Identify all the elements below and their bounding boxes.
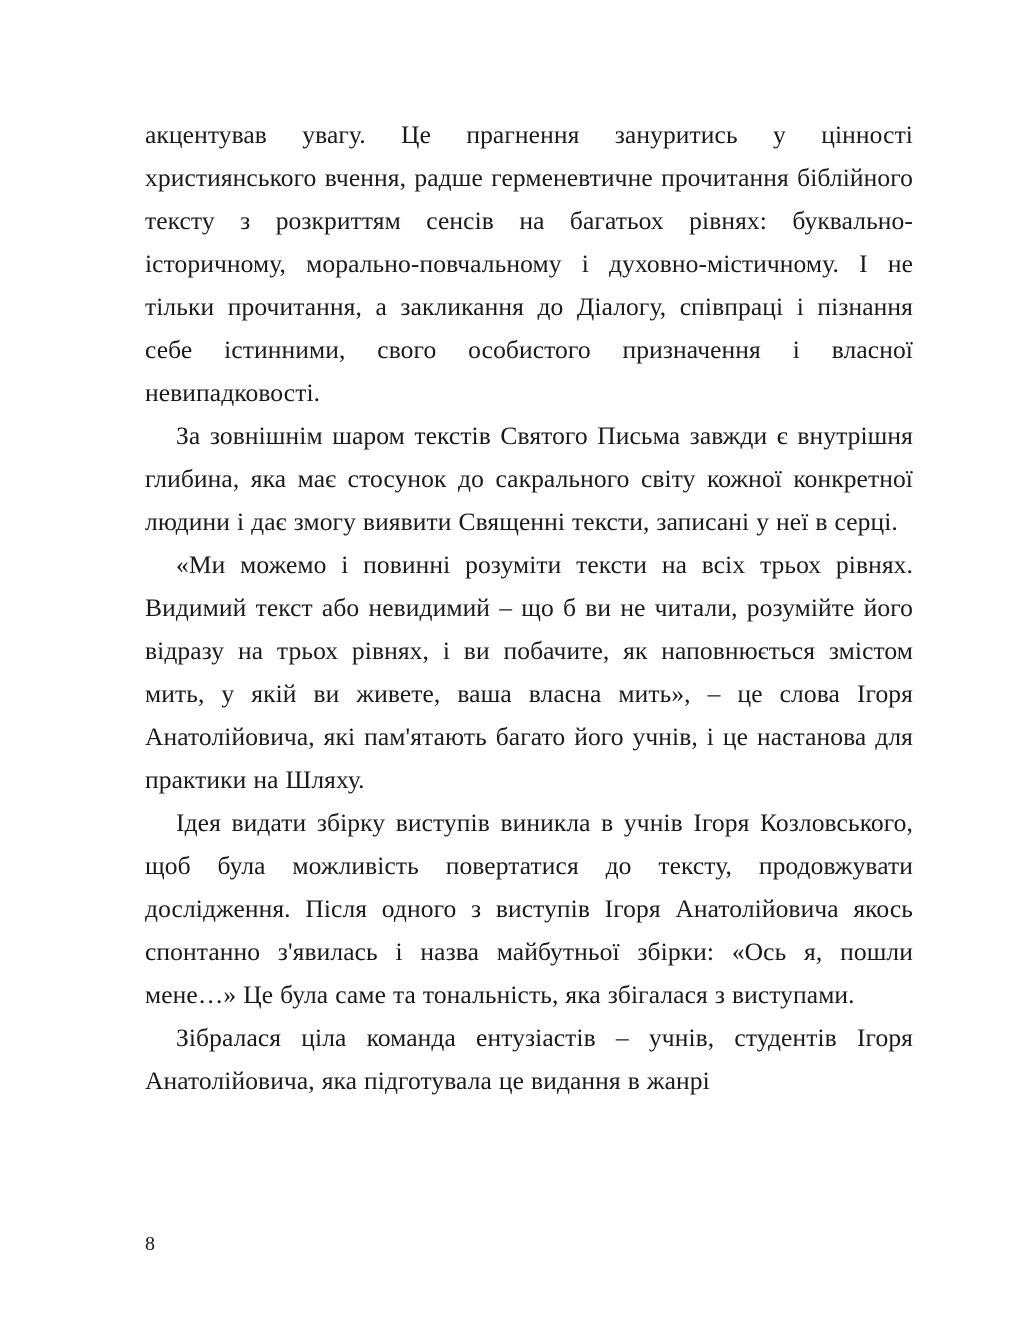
paragraph-continued: акцентував увагу. Це прагнення зануритись у цінності християнського вчення, радше герменевтичне прочитання біблійного тексту з розкриттям сенсів на багатьох рівнях: буквально-історичному, морально-повчальному і духовно-містичному. І не тільки прочитання, а закликання до Діалогу, співпраці і пізнання себе істинними, свого особистого призначення і власної невипадковості. <box>145 120 913 407</box>
paragraph: За зовнішнім шаром текстів Святого Письма завжди є внутрішня глибина, яка має стосунок до сакрального світу кожної конкретної людини і дає змогу виявити Священні тексти, записані у неї в серці. <box>145 421 913 536</box>
paragraph: Ідея видати збірку виступів виникла в учнів Ігоря Козловського, щоб була можливість повертатися до тексту, продовжувати дослідження. Після одного з виступів Ігоря Анатолійовича якось спонтанно з'явилась і назва майбутньої збірки: «Ось я, пошли мене…» Це була саме та тональність, яка збігалася з виступами. <box>145 808 913 1009</box>
paragraph: Зібралася ціла команда ентузіастів – учнів, студентів Ігоря Анатолійовича, яка підготувала це видання в жанрі <box>145 1023 913 1095</box>
page-text-block <box>145 113 913 1102</box>
page-number: 8 <box>145 1233 156 1255</box>
paragraph-quote: «Ми можемо і повинні розуміти тексти на всіх трьох рівнях. Видимий текст або невидимий – що б ви не читали, розумійте його відразу на трьох рівнях, і ви побачите, як наповнюється змістом мить, у якій ви живете, ваша власна мить», – це слова Ігоря Анатолійовича, які пам'ятають багато його учнів, і це настанова для практики на Шляху. <box>145 550 913 794</box>
